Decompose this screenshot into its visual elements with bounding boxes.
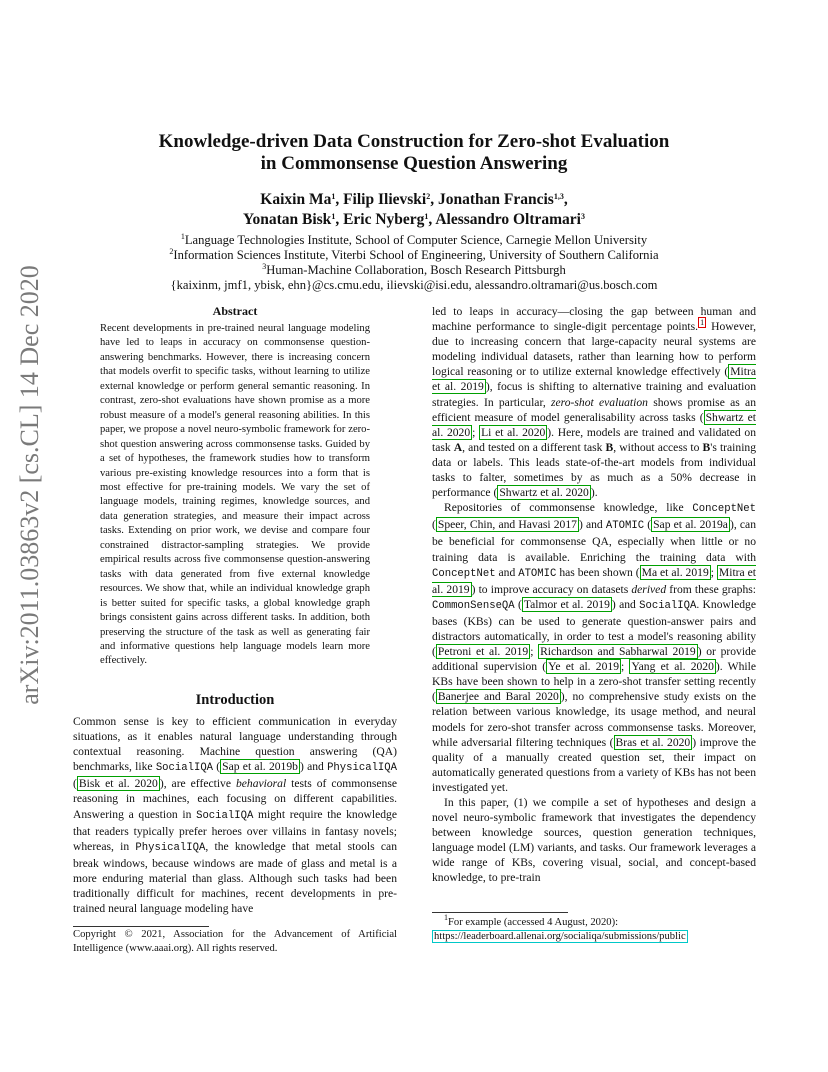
citation-link[interactable]: Li et al. 2020: [481, 425, 546, 439]
author-name: Yonatan Bisk: [243, 211, 332, 228]
citation-link[interactable]: Bras et al. 2020: [615, 735, 691, 749]
citation-link[interactable]: Speer, Chin, and Havasi 2017: [437, 518, 577, 532]
author-name: Alessandro Oltramari: [435, 211, 581, 228]
paper-title: [90, 131, 738, 175]
citation-link[interactable]: Ye et al. 2019: [548, 660, 619, 674]
citation-link[interactable]: Sap et al. 2019a: [653, 518, 728, 532]
copyright-notice: Copyright © 2021, Association for the Advancement of Artificial Intelligence (www.aaai.org). All rights reserved.: [73, 929, 397, 954]
citation-link[interactable]: Ma et al. 2019: [641, 565, 709, 579]
author-list: Kaixin Ma$^1$, Filip Ilievski$^2$, Jonathan Francis$^{1,3}$, Yonatan Bisk$^1$, Eric Nyberg$^1$, Alessandro Oltramari$^3$: [243, 191, 585, 228]
intro-paragraph-1: Common sense is key to efficient communication in everyday situations, as it enables natural language understanding through contextual reasoning. Machine question answering (QA) benchmarks, like SocialIQA ( Sap et al. 2019b ) and PhysicalIQA ( Bisk et al. 2020 ), are effective behavioral tests of commonsense reasoning in machines, each focusing on different capabilities. Answering a question in SocialIQA might require the knowledge that readers typically prefer heroes over villains in fantasy novels; whereas, in PhysicalIQA, the knowledge that metal stools can break windows, because windows are made of glass and metal is a more enduring material than glass. Although such tasks had been traditionally difficult for machines, recent developments in pre-trained neural language modeling have: [73, 715, 397, 916]
author-name: Filip Ilievski: [343, 191, 427, 208]
title-line-1: Knowledge-driven Data Construction for Zero-shot Evaluation: [158, 131, 670, 152]
footnote-rule: [432, 912, 568, 913]
footnote-1: $^1$For example (accessed 4 August, 2020): https://leaderboard.allenai.org/socialiqa/submissions/public: [434, 913, 686, 942]
affiliation-2: $^2$Information Sciences Institute, Viterbi School of Engineering, University of Southern California: [169, 247, 659, 262]
citation-link[interactable]: Bisk et al. 2020: [78, 777, 158, 791]
introduction-left-column: [73, 714, 397, 916]
citation-link[interactable]: Shwartz et al. 2020: [499, 486, 589, 500]
intro-paragraph-2: led to leaps in accuracy—closing the gap between human and machine performance to single-digit percentage points. $^1$ However, due to increasing concern that large-capacity neural systems are modeling individual datasets, rather than learning how to perform logical reasoning or to utilize external knowledge effectively ( Mitra et al. 2019 ), focus is shifting to alternative training and evaluation strategies. In particular, zero-shot evaluation shows promise as an efficient measure of model generalisability across tasks ( Shwartz et al. 2020 ; Li et al. 2020 ). Here, models are trained and validated on task A, and tested on a different task B, without access to B's training data or labels. This leads state-of-the-art models from individual tasks to falter, sometimes by as much as a 50% decrease in performance ( Shwartz et al. 2020 ).: [432, 305, 757, 500]
affiliation-3: $^3$Human-Machine Collaboration, Bosch Research Pittsburgh: [262, 262, 566, 277]
intro-paragraph-3: Repositories of commonsense knowledge, like ConceptNet ( Speer, Chin, and Havasi 2017 ) and ATOMIC ( Sap et al. 2019a ), can be beneficial for commonsense QA, especially when little or no training data is available. Enriching the training data with ConceptNet and ATOMIC has been shown ( Ma et al. 2019 ; Mitra et al. 2019 ) to improve accuracy on datasets derived from these graphs: CommonSenseQA ( Talmor et al. 2019 ) and SocialIQA. Knowledge bases (KBs) can be used to generate question-answer pairs and distractors automatically, in order to test a model's reasoning ability ( Petroni et al. 2019 ; Richardson and Sabharwal 2019 ) or provide additional supervision ( Ye et al. 2019 ; Yang et al. 2020 ). While KBs have been shown to help in a zero-shot transfer setting recently ( Banerjee and Baral 2020 ), no comprehensive study exists on the relation between various knowledge, its usage method, and neural models for zero-shot transfer across commonsense tasks. Moreover, while adversarial filtering techniques ( Bras et al. 2020 ) improve the quality of a manually created question set, their impact on automatically generated questions from a variety of KBs has not been investigated yet.: [432, 501, 757, 794]
affiliation-1: $^1$Language Technologies Institute, School of Computer Science, Carnegie Mellon University: [180, 232, 648, 247]
citation-link[interactable]: Shwartz et al. 2020: [432, 410, 756, 439]
footnote-link[interactable]: 1: [700, 318, 705, 328]
author-name: Kaixin Ma: [260, 191, 332, 208]
citation-link[interactable]: Mitra et al. 2019: [432, 365, 756, 394]
affiliations: [90, 233, 738, 293]
citation-link[interactable]: Talmor et al. 2019: [523, 597, 610, 611]
introduction-right-column: [432, 304, 756, 886]
footnote-rule: [73, 926, 209, 927]
citation-link[interactable]: Banerjee and Baral 2020: [437, 690, 559, 704]
citation-link[interactable]: Richardson and Sabharwal 2019: [540, 645, 696, 659]
author-name: Jonathan Francis: [437, 191, 554, 208]
citation-link[interactable]: Mitra et al. 2019: [432, 565, 756, 596]
abstract-text: Recent developments in pre-trained neural language modeling have led to leaps in accuracy on commonsense question-answering benchmarks. However, there is increasing concern that models overfit to specific tasks, without learning to utilize external knowledge or perform general semantic reasoning. In contrast, zero-shot evaluations have shown promise as a more robust measure of a model's general reasoning abilities. In this paper, we propose a novel neuro-symbolic framework for zero-shot question answering across commonsense tasks. Guided by a set of hypotheses, the framework studies how to transform various pre-existing knowledge resources into a form that is most effective for pre-training models. We vary the set of language models, training regimes, knowledge sources, and data generation strategies, and measure their impact across tasks. Extending on prior work, we devise and compare four constrained distractor-sampling strategies. We provide empirical results across five commonsense question-answering tasks with data generated from five external knowledge resources. We show that, while an individual knowledge graph is better suited for specific tasks, a global knowledge graph brings consistent gains across different tasks. In addition, both preserving the structure of the task as well as generating fair and informative questions help language models learn more effectively.: [100, 323, 370, 667]
title-line-2: in Commonsense Question Answering: [260, 153, 568, 174]
citation-link[interactable]: Sap et al. 2019b: [222, 760, 298, 774]
citation-link[interactable]: Petroni et al. 2019: [437, 645, 529, 659]
footnote-url-link[interactable]: https://leaderboard.allenai.org/socialiqa/submissions/public: [434, 930, 686, 942]
intro-paragraph-4: In this paper, (1) we compile a set of hypotheses and design a novel neuro-symbolic framework that investigates the dependency between knowledge sources, question generation techniques, language model (LM) variants, and tasks. Our framework leverages a wide range of KBs, covering visual, social, and concept-based knowledge, to pre-train: [432, 796, 756, 885]
citation-link[interactable]: Yang et al. 2020: [631, 660, 714, 674]
author-name: Eric Nyberg: [343, 211, 425, 228]
author-emails: {kaixinm, jmf1, ybisk, ehn}@cs.cmu.edu, ilievski@isi.edu, alessandro.oltramari@us.bosch.com: [170, 278, 658, 292]
introduction-heading: Introduction: [195, 692, 275, 708]
abstract-heading: Abstract: [212, 304, 258, 318]
